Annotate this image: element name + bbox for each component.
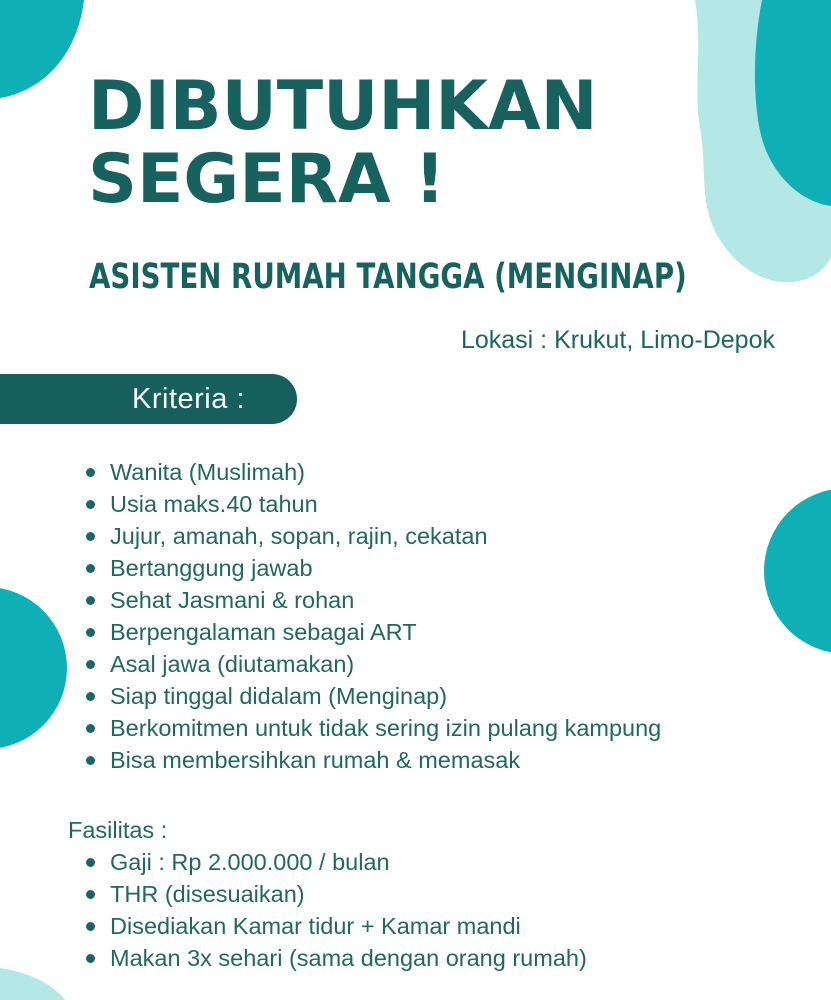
list-item-text: Asal jawa (diutamakan) [110, 651, 355, 677]
list-item-text: Sehat Jasmani & rohan [110, 587, 355, 613]
list-item [86, 520, 661, 552]
list-item [86, 584, 661, 616]
list-item [86, 846, 587, 878]
bullet-icon [86, 628, 95, 637]
bullet-icon [86, 858, 95, 867]
mint-blob-top-right-icon [695, 0, 831, 282]
bullet-icon [86, 922, 95, 931]
list-item-text: Siap tinggal didalam (Menginap) [110, 683, 448, 709]
list-item-text: Bertanggung jawab [110, 555, 313, 581]
bullet-icon [86, 692, 95, 701]
job-position-subtitle: ASISTEN RUMAH TANGGA (MENGINAP) [89, 257, 687, 297]
list-item [86, 942, 587, 974]
teal-circle-right-icon [764, 488, 831, 654]
list-item [86, 712, 661, 744]
list-item [86, 680, 661, 712]
criteria-heading-label: Kriteria : [132, 382, 245, 415]
bullet-icon [86, 564, 95, 573]
facilities-heading: Fasilitas : [68, 817, 168, 843]
title-line-2: SEGERA ! [88, 140, 446, 219]
teal-blob-top-right-icon [755, 0, 831, 206]
list-item-text: THR (disesuaikan) [110, 881, 305, 907]
page-title [88, 67, 598, 219]
list-item-text: Berkomitmen untuk tidak sering izin pulang kampung [110, 715, 662, 741]
list-item-text: Makan 3x sehari (sama dengan orang rumah) [110, 945, 587, 971]
list-item-text: Bisa membersihkan rumah & memasak [110, 747, 521, 773]
list-item [86, 878, 587, 910]
list-item-text: Berpengalaman sebagai ART [110, 619, 417, 645]
facilities-list [86, 846, 587, 974]
bullet-icon [86, 954, 95, 963]
bullet-icon [86, 756, 95, 765]
bullet-icon [86, 660, 95, 669]
bullet-icon [86, 724, 95, 733]
list-item [86, 488, 661, 520]
list-item [86, 744, 661, 776]
bullet-icon [86, 500, 95, 509]
list-item-text: Jujur, amanah, sopan, rajin, cekatan [110, 523, 488, 549]
criteria-list [86, 456, 661, 776]
list-item [86, 648, 661, 680]
list-item [86, 910, 587, 942]
bullet-icon [86, 468, 95, 477]
teal-blob-top-left-icon [0, 0, 84, 98]
list-item-text: Gaji : Rp 2.000.000 / bulan [110, 849, 390, 875]
bullet-icon [86, 532, 95, 541]
list-item-text: Usia maks.40 tahun [110, 491, 318, 517]
list-item [86, 552, 661, 584]
teal-circle-left-icon [0, 587, 67, 749]
location-text: Lokasi : Krukut, Limo-Depok [460, 326, 775, 354]
bullet-icon [86, 596, 95, 605]
title-line-1: DIBUTUHKAN [88, 67, 598, 146]
list-item-text: Wanita (Muslimah) [110, 459, 305, 485]
list-item-text: Disediakan Kamar tidur + Kamar mandi [110, 913, 521, 939]
list-item [86, 616, 661, 648]
criteria-heading-pill [0, 374, 297, 424]
mint-blob-bottom-left-icon [0, 968, 65, 1000]
list-item [86, 456, 661, 488]
bullet-icon [86, 890, 95, 899]
